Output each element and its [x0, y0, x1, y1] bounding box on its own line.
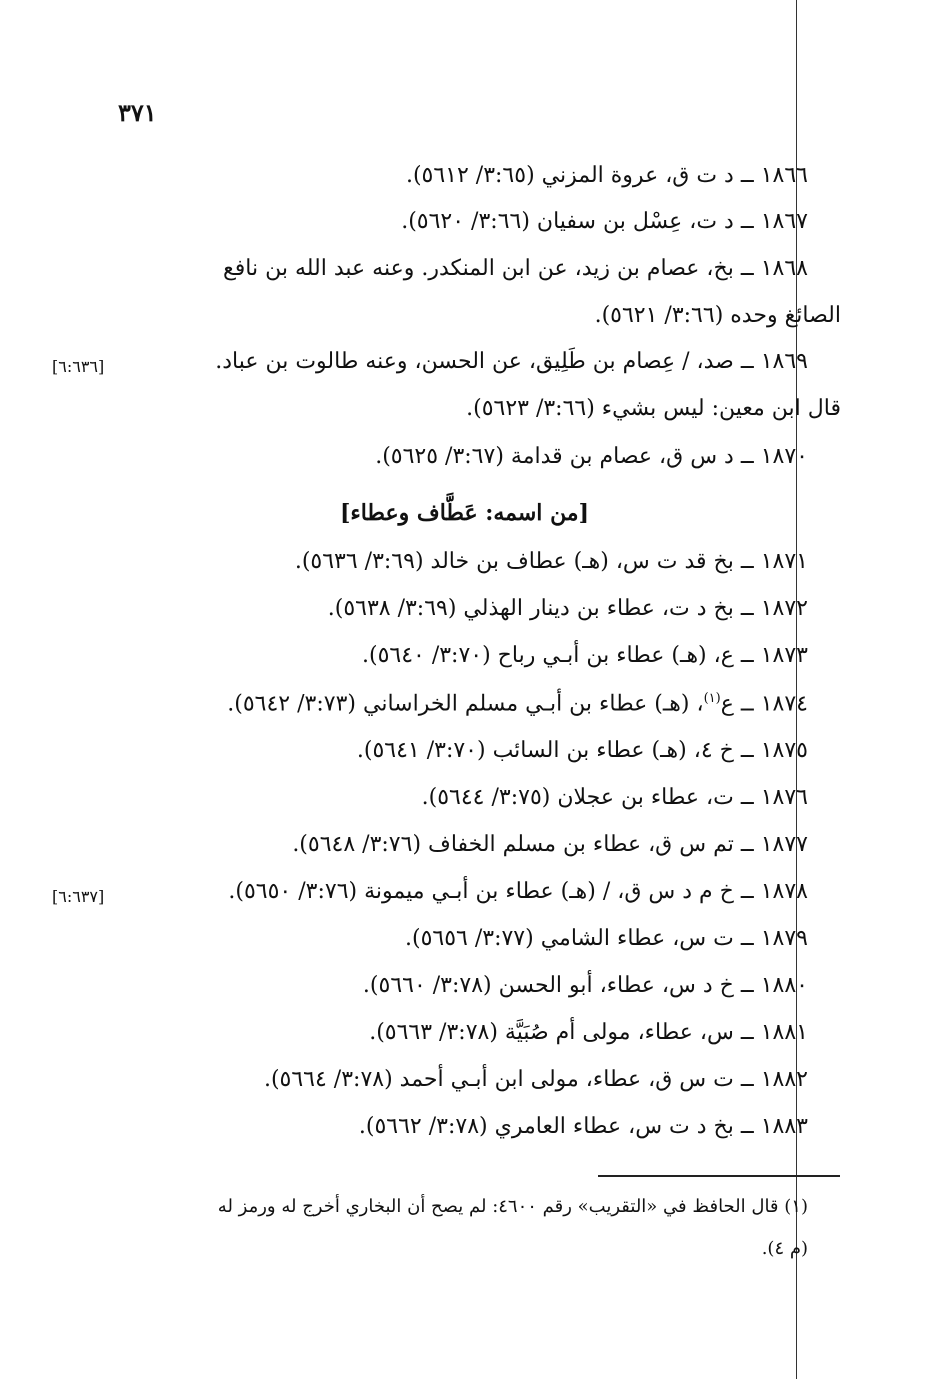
entry-1878: ١٨٧٨ ــ خ م د س ق، / (هـ) عطاء بن أبـي ميمونة (٣:٧٦/ ٥٦٥٠).: [228, 879, 808, 904]
entry-1869-continuation: قال ابن معين: ليس بشيء (٣:٦٦/ ٥٦٢٣).: [466, 396, 841, 421]
entry-1879: ١٨٧٩ ــ ت س، عطاء الشامي (٣:٧٧/ ٥٦٥٦).: [405, 926, 808, 951]
entry-1868-continuation: الصائغ وحده (٣:٦٦/ ٥٦٢١).: [594, 303, 841, 328]
entry-1881: ١٨٨١ ــ س، عطاء، مولى أم صُبَيَّة (٣:٧٨/ ٥٦٦٣).: [369, 1020, 808, 1045]
margin-rule: [796, 0, 797, 1379]
entry-1876: ١٨٧٦ ــ ت، عطاء بن عجلان (٣:٧٥/ ٥٦٤٤).: [421, 785, 808, 810]
volume-page-ref: [٦:٦٣٧]: [52, 887, 105, 906]
entry-1867: ١٨٦٧ ــ د ت، عِسْل بن سفيان (٣:٦٦/ ٥٦٢٠).: [401, 209, 808, 234]
footnote-line: (م ٤).: [761, 1238, 808, 1259]
entry-1868: ١٨٦٨ ــ بخ، عصام بن زيد، عن ابن المنكدر. وعنه عبد الله بن نافع: [223, 256, 808, 281]
entry-1875: ١٨٧٥ ــ خ ٤، (هـ) عطاء بن السائب (٣:٧٠/ ٥٦٤١).: [356, 738, 808, 763]
footnote-rule: [598, 1175, 840, 1177]
entry-1871: ١٨٧١ ــ بخ قد ت س، (هـ) عطاف بن خالد (٣:٦٩/ ٥٦٣٦).: [294, 549, 808, 574]
footnote-line: (١) قال الحافظ في «التقريب» رقم ٤٦٠٠: لم يصح أن البخاري أخرج له ورمز له: [217, 1196, 808, 1217]
entry-1874-rest: ، (هـ) عطاء بن أبـي مسلم الخراساني (٣:٧٣/ ٥٦٤٢).: [227, 691, 704, 717]
volume-page-ref: [٦:٦٣٦]: [52, 357, 105, 376]
entry-1874-start: ١٨٧٤ ــ ع: [720, 691, 808, 717]
entry-1873: ١٨٧٣ ــ ع، (هـ) عطاء بن أبـي رباح (٣:٧٠/ ٥٦٤٠).: [361, 643, 808, 668]
entry-1882: ١٨٨٢ ــ ت س ق، عطاء، مولى ابن أبـي أحمد (٣:٧٨/ ٥٦٦٤).: [263, 1067, 808, 1092]
entry-1874: [227, 692, 808, 715]
footnote-mark: (١): [703, 691, 721, 706]
entry-1866: ١٨٦٦ ــ د ت ق، عروة المزني (٣:٦٥/ ٥٦١٢).: [405, 163, 808, 188]
section-heading: [من اسمه: عَطَّاف وعطاء]: [339, 500, 590, 526]
entry-1872: ١٨٧٢ ــ بخ د ت، عطاء بن دينار الهذلي (٣:٦٩/ ٥٦٣٨).: [327, 596, 808, 621]
entry-1870: ١٨٧٠ ــ د س ق، عصام بن قدامة (٣:٦٧/ ٥٦٢٥).: [375, 444, 808, 469]
entry-1883: ١٨٨٣ ــ بخ د ت س، عطاء العامري (٣:٧٨/ ٥٦٦٢).: [358, 1114, 808, 1139]
page-number: ٣٧١: [118, 98, 157, 127]
entry-1869: ١٨٦٩ ــ صد، / عِصام بن طَلِيق، عن الحسن، وعنه طالوت بن عباد.: [215, 349, 808, 374]
entry-1877: ١٨٧٧ ــ تم س ق، عطاء بن مسلم الخفاف (٣:٧٦/ ٥٦٤٨).: [292, 832, 808, 857]
entry-1880: ١٨٨٠ ــ خ د س، عطاء، أبو الحسن (٣:٧٨/ ٥٦٦٠).: [362, 973, 808, 998]
